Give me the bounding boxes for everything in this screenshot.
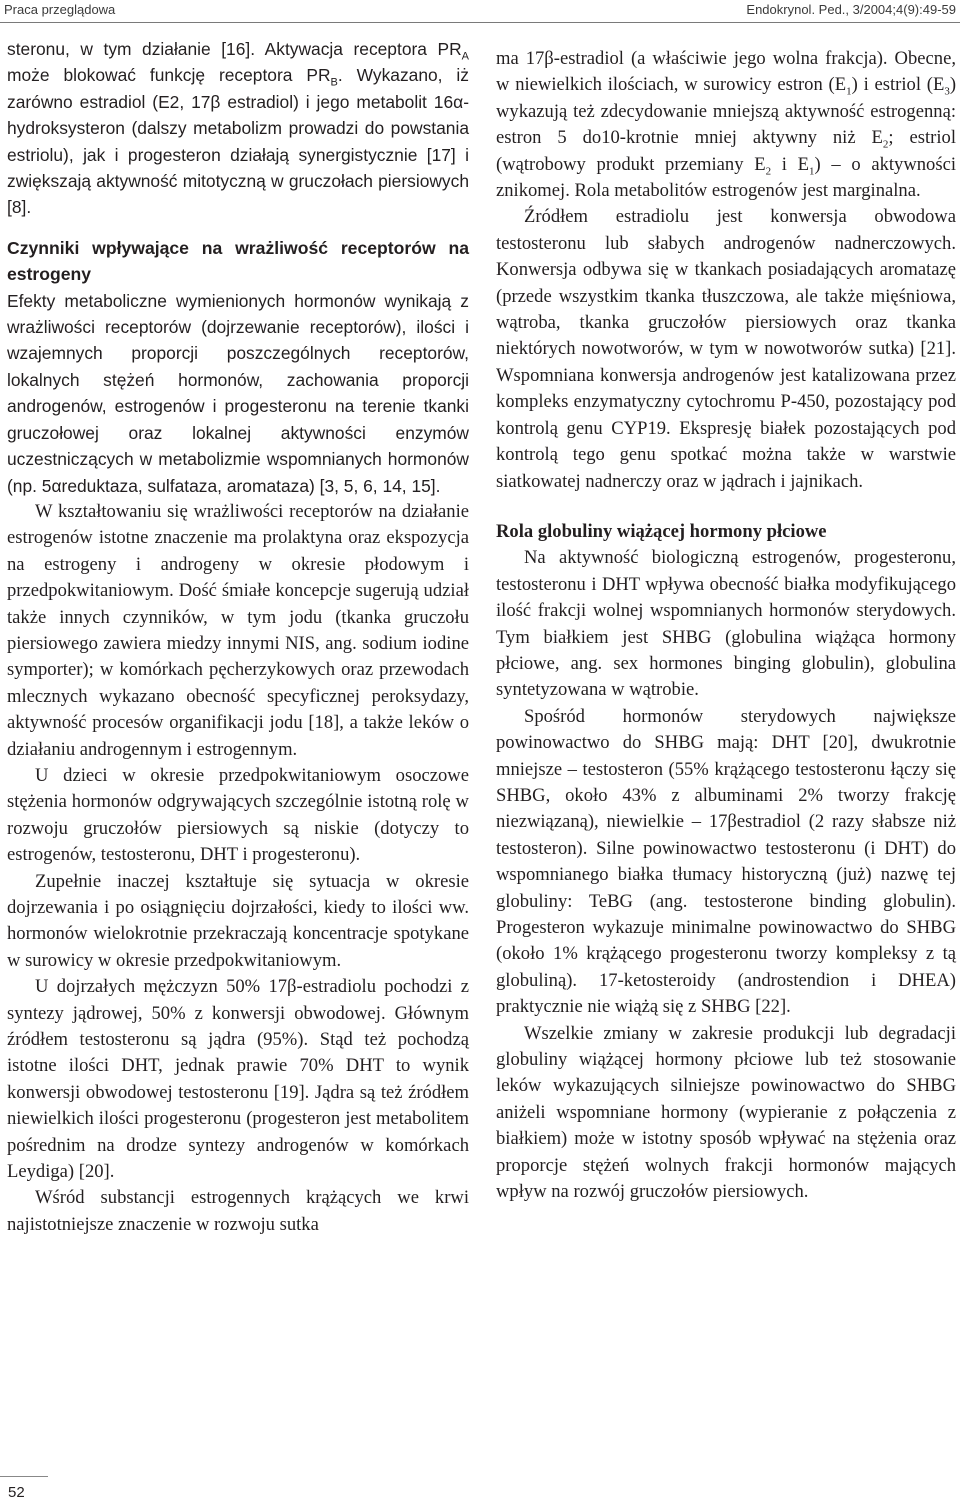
journal-citation: Endokrynol. Ped., 3/2004;4(9):49-59 (746, 2, 956, 17)
paragraph: Na aktywność biologiczną estrogenów, progesteronu, testosteronu i DHT wpływa obecność białka modyfikującego ilość frakcji wolnej wspomnianych hormonów sterydowych. Tym białkiem jest SHBG (globulina wiążąca hormony płciowe, ang. sex hormones binging globulin), globulina syntetyzowana w wątrobie. (496, 547, 956, 701)
paragraph: U dzieci w okresie przedpokwitaniowym osoczowe stężenia hormonów odgrywających szczególnie istotną rolę w rozwoju gruczołów piersiowych są niskie (dotyczy to estrogenów, testosteronu, DHT i progesteronu). (7, 764, 469, 866)
article-type: Praca przeglądowa (4, 2, 116, 17)
running-header (0, 0, 960, 23)
section-heading: Rola globuliny wiążącej hormony płciowe (496, 520, 827, 542)
paragraph: W kształtowaniu się wrażliwości receptorów na działanie estrogenów istotne znaczenie ma prolaktyna oraz ekspozycja na estrogeny i androgeny w okresie płodowym i przedpokwitaniowym. Dość śmiałe koncepcje sugerują udział także innych czynników, w tym jodu (tkanka gruczołu piersiowego zawiera miedzy innymi NIS, ang. sodium iodine symporter); w komórkach pęcherzykowych oraz przewodach mlecznych wykazano obecność specyficznej peroksydazy, aktywność procesów organifikacji jodu [18], a także leków o działaniu androgennym i estrogennym. (7, 500, 469, 760)
right-column (496, 46, 956, 1205)
paragraph: Wśród substancji estrogennych krążących we krwi najistotniejsze znaczenie w rozwoju sutka (7, 1187, 469, 1235)
page-number: 52 (8, 1484, 25, 1501)
paragraph: U dojrzałych mężczyzn 50% 17β-estradiolu pochodzi z syntezy jądrowej, 50% z konwersji obwodowej. Głównym źródłem testosteronu są jądra (95%). Stąd też pochodzą istotne ilości DHT, jednak prawie 70% DHT to wynik konwersji obwodowej testosteronu [19]. Jądra są też źródłem niewielkich ilości progesteronu (progesteron jest metabolitem pośrednim na drodze syntezy androgenów w komórkach Leydiga) [20]. (7, 976, 469, 1183)
paragraph: Wszelkie zmiany w zakresie produkcji lub degradacji globuliny wiążącej hormony płciowe lub też stosowanie leków wykazujących silniejsze powinowactwo do SHBG aniżeli wspomniane hormony (wypieranie z połączenia z białkiem) może w istotny sposób wpływać na stężenia oraz proporcje stężeń wolnych frakcji hormonów mających wpływ na rozwój gruczołów piersiowych. (496, 1022, 956, 1203)
paragraph: Zupełnie inaczej kształtuje się sytuacja w okresie dojrzewania i po osiągnięciu dojrzałości, kiedy to ilości ww. hormonów wielokrotnie przekraczają koncentracje spotykane w surowicy w okresie przedpokwitaniowym. (7, 870, 469, 971)
left-column (7, 36, 469, 1238)
paragraph: Spośród hormonów sterydowych największe powinowactwo do SHBG mają: DHT [20], dwukrotnie mniejsze – testosteron (55% krążącego testosteronu łączy się SHBG, około 43% z albuminami 2% tworzy frakcję niezwiązaną), niewielkie – 17βestradiol (2 razy słabsze niż testosteron). Silne powinowactwo testosteronu (i DHT) do wspomnianego białka tłumacy historyczną (już) nazwę tej globuliny: TeBG (ang. testosterone binding globulin). Progesteron wykazuje minimalne powinowactwo do SHBG (około 1% krążącego progesteronu tworzy kompleksy z tą globuliną). 17-ketosteroidy (androstendion i DHEA) praktycznie nie wiążą się z SHBG [22]. (496, 705, 956, 1018)
paragraph: steronu, w tym działanie [16]. Aktywacja receptora $PR_A$ może blokować funkcję receptora $PR_B$. Wykazano, iż zarówno estradiol (E2, 17β estradiol) i jego metabolit 16α-hydroksysteron (dalszy metabolizm prowadzi do powstania estriolu), jak i progesteron działają synergistycznie [17] i zwiększają aktywność mitotyczną w gruczołach piersiowych [8]. (7, 39, 469, 218)
footer-divider (0, 1476, 48, 1477)
section-heading: Czynniki wpływające na wrażliwość receptorów na estrogeny (7, 237, 469, 285)
paragraph: Efekty metaboliczne wymienionych hormonów wynikają z wrażliwości receptorów (dojrzewanie receptorów), ilości i wzajemnych proporcji poszczególnych receptorów, lokalnych stężeń hormonów, zachowania proporcji androgenów, estrogenów i progesteronu na terenie tkanki gruczołowej oraz lokalnej aktywności enzymów uczestniczących w metabolizmie wspomnianych hormonów (np. 5αreduktaza, sulfataza, aromataza) [3, 5, 6, 14, 15]. (7, 290, 469, 496)
paragraph: Źródłem estradiolu jest konwersja obwodowa testosteronu lub słabych androgenów nadnerczowych. Konwersja odbywa się w tkankach posiadających aromatazę (przede wszystkim tkanka tłuszczowa, ale także mięśniowa, wątroba, tkanka gruczołów piersiowych oraz tkanka niektórych nowotworów, w tym w nowotworów sutka) [21]. Wspomniana konwersja androgenów jest katalizowana przez kompleks enzymatyczny cytochromu P-450, pozostający pod kontrolą genu CYP19. Ekspresję białek pozostających pod kontrolą tego genu spotkać można także w warstwie siatkowatej nadnerczy oraz w jądrach i jajnikach. (496, 206, 956, 492)
paragraph: ma 17β-estradiol (a właściwie jego wolna frakcja). Obecne, w niewielkich ilościach, w surowicy estron $(E_1)$ i estriol $(E_3)$ wykazują też zdecydowanie mniejszą aktywność estrogenną: estron 5 do10-krotnie mniej aktywny niż $E_2$; estriol (wątrobowy produkt przemiany $E_2$ i $E_1$) – o aktywności znikomej. Rola metabolitów estrogenów jest marginalna. (496, 48, 957, 202)
